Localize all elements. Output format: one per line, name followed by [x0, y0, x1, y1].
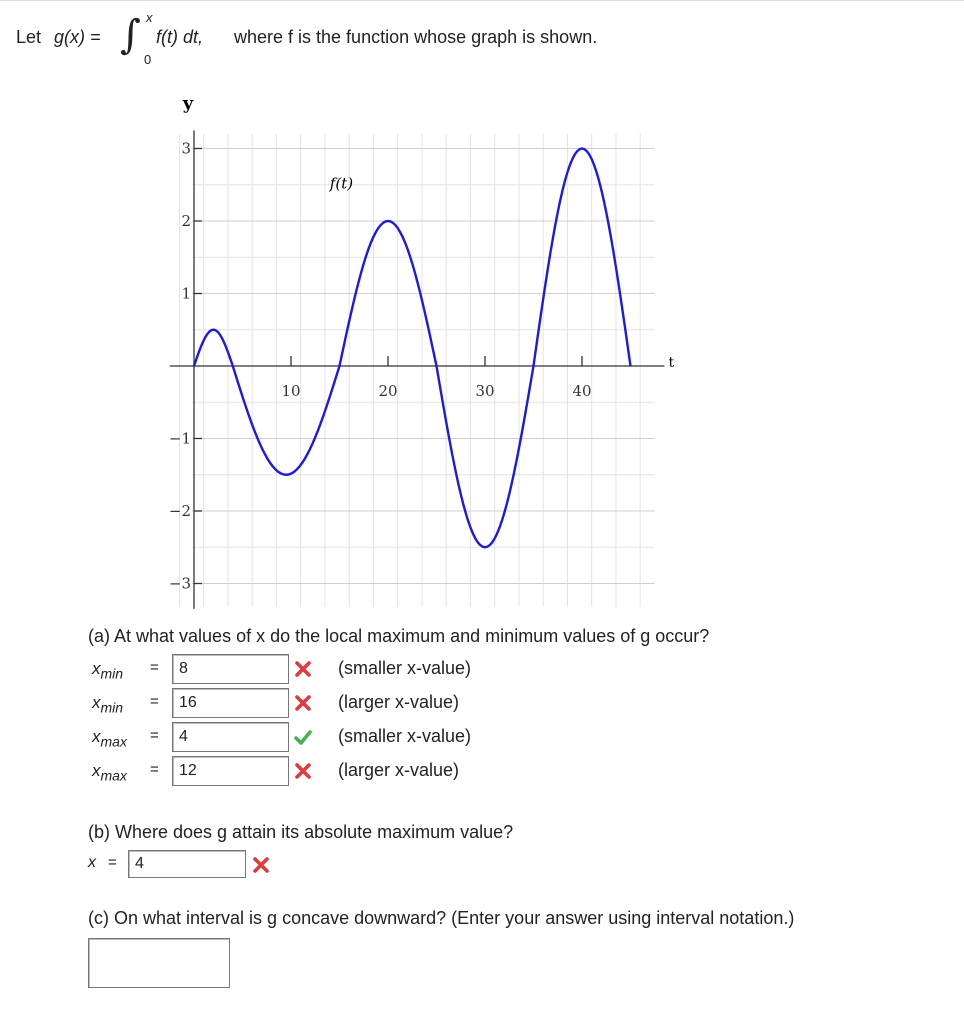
upper-limit: x	[146, 10, 153, 25]
row-label: $x_{min}$	[92, 693, 124, 716]
y-tick-label: 3	[181, 139, 191, 158]
row-note: (larger x-value)	[338, 692, 460, 712]
abs-max-input[interactable]	[128, 850, 246, 878]
integrand: f(t) dt,	[156, 27, 204, 47]
row-note: (smaller x-value)	[338, 658, 472, 678]
problem-description: where f is the function whose graph is shown.	[234, 27, 598, 47]
grid-lines	[179, 134, 654, 607]
xmax-smaller-input[interactable]	[172, 722, 289, 752]
part-b-question: (b) Where does g attain its absolute maximum value?	[88, 822, 514, 842]
concave-down-interval-input[interactable]	[88, 938, 230, 988]
y-tick-label: −1	[168, 429, 191, 448]
lower-limit: 0	[144, 52, 152, 67]
answer-row-xmin-larger	[88, 688, 588, 718]
y-tick-label: −2	[168, 502, 191, 520]
integral-sign: ∫	[120, 12, 141, 58]
row-label: $x_{min}$	[92, 659, 124, 682]
xmax-larger-input[interactable]	[172, 756, 289, 786]
y-tick-label: 1	[181, 284, 191, 303]
equals-sign: =	[150, 727, 159, 744]
answer-row-xmax-larger	[88, 756, 588, 786]
row-label: $x_{max}$	[92, 761, 127, 784]
axes	[170, 130, 665, 609]
answer-row-xmax-smaller	[88, 722, 588, 752]
x-axis-label: t	[668, 355, 675, 371]
x-tick-labels	[281, 382, 591, 400]
g-of-x: g(x) =	[54, 27, 101, 47]
correct-check-icon	[294, 728, 312, 746]
function-graph	[150, 92, 675, 612]
equals-sign: =	[108, 854, 117, 871]
row-label: x	[88, 854, 96, 871]
part-a-question: (a) At what values of x do the local maximum and minimum values of g occur?	[88, 626, 710, 646]
incorrect-x-icon	[294, 762, 312, 780]
curve-label: f(t)	[329, 174, 354, 193]
y-tick-label: 2	[181, 212, 191, 230]
y-tick-label: −3	[168, 574, 191, 593]
incorrect-x-icon	[294, 660, 312, 678]
f-curve	[194, 149, 631, 548]
problem-statement	[16, 10, 956, 70]
x-tick-label: 30	[475, 382, 495, 400]
equals-sign: =	[150, 693, 159, 710]
x-tick-label: 40	[572, 382, 592, 400]
xmin-larger-input[interactable]	[172, 688, 289, 718]
x-tick-label: 20	[378, 382, 398, 400]
equals-sign: =	[150, 659, 159, 676]
row-note: (larger x-value)	[338, 760, 460, 780]
row-note: (smaller x-value)	[338, 726, 472, 746]
incorrect-x-icon	[252, 856, 270, 874]
y-axis-label: y	[182, 93, 194, 114]
x-tick-label: 10	[281, 382, 301, 400]
incorrect-x-icon	[294, 694, 312, 712]
row-label: $x_{max}$	[92, 727, 127, 750]
part-c-question: (c) On what interval is g concave downward? (Enter your answer using interval notation.)	[88, 908, 795, 928]
answer-row-xmin-smaller	[88, 654, 588, 684]
top-divider	[0, 0, 964, 1]
xmin-smaller-input[interactable]	[172, 654, 289, 684]
let-text: Let	[16, 27, 42, 47]
equals-sign: =	[150, 761, 159, 778]
answer-row-abs-max	[88, 850, 288, 878]
